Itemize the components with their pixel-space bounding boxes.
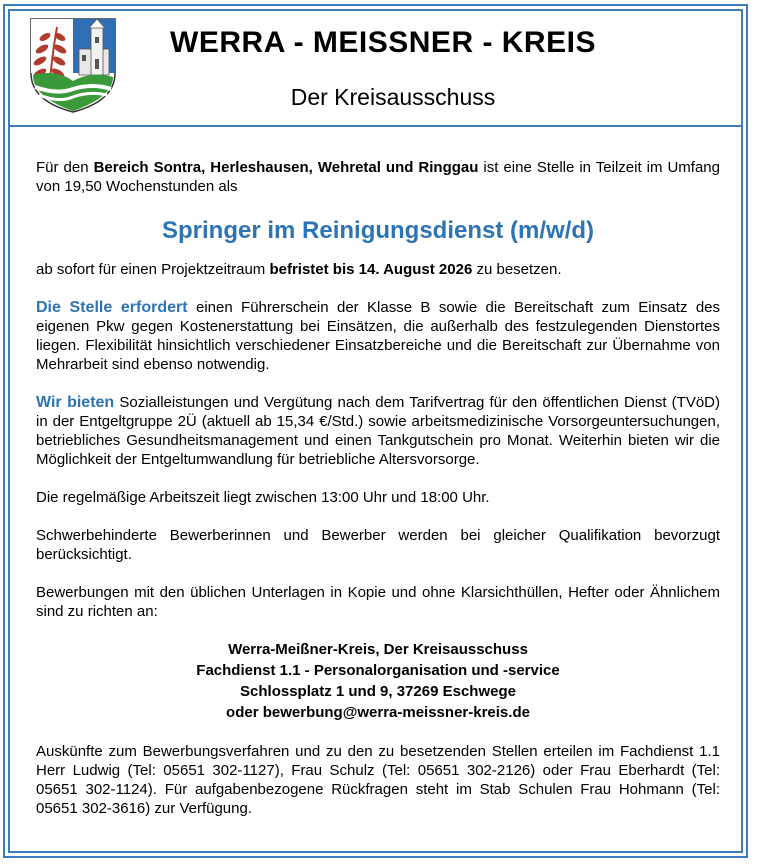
werra-meissner-crest-icon [27,15,119,115]
address-line-email: oder bewerbung@werra-meissner-kreis.de [226,704,530,721]
address-line-department: Fachdienst 1.1 - Personalorganisation und -service [196,662,560,679]
organization-title: WERRA - MEISSNER - KREIS [170,26,596,59]
requirements-paragraph: Die Stelle erfordert einen Führerschein der Klasse B sowie die Bereitschaft zum Einsatz des eigenen Pkw gegen Kostenerstattung bei Einsätzen, die außerhalb des festzulegenden Dienstortes liegen. Flexibilität hinsichtlich verschiedener Einsatzbereiche und die Bereitschaft zur Übernahme von Mehrarbeit sind ebenso notwendig. [36,299,721,373]
requirements-heading: Die Stelle erfordert [36,299,188,316]
application-address [36,639,720,723]
working-hours-paragraph: Die regelmäßige Arbeitszeit liegt zwischen 13:00 Uhr und 18:00 Uhr. [36,489,490,506]
address-line-organization: Werra-Meißner-Kreis, Der Kreisausschuss [228,641,528,658]
offer-paragraph: Wir bieten Sozialleistungen und Vergütung nach dem Tarifvertrag für den öffentlichen Dienst (TVöD) in der Entgeltgruppe 2Ü (aktuell ab 15,34 €/Std.) sowie arbeitsmedizinische Vorsorgeuntersuchungen, betriebliches Gesundheitsmanagement und einen Tankgutschein pro Monat. Weiterhin bieten wir die Möglichkeit der Entgeltumwandlung für betriebliche Altersvorsorge. [36,394,720,468]
address-line-street: Schlossplatz 1 und 9, 37269 Eschwege [240,683,516,700]
contact-paragraph: Auskünfte zum Bewerbungsverfahren und zu den zu besetzenden Stellen erteilen im Fachdienst 1.1 Herr Ludwig (Tel: 05651 302-1127), Frau Schulz (Tel: 05651 302-2126) oder Frau Eberhardt (Tel: 05651 302-1124). Für aufgabenbezogene Rückfragen steht im Stab Schulen Frau Hohmann (Tel: 05651 302-3616) zur Verfügung. [36,743,720,817]
intro-area: Bereich Sontra, Herleshausen, Wehretal und Ringgau [93,159,479,176]
job-posting-body [36,158,720,818]
period-deadline: befristet bis 14. August 2026 [269,261,473,278]
organization-subtitle: Der Kreisausschuss [290,84,496,110]
period-paragraph: ab sofort für einen Projektzeitraum befristet bis 14. August 2026 zu besetzen. [36,261,562,278]
intro-paragraph: Für den Bereich Sontra, Herleshausen, Wehretal und Ringgau ist eine Stelle in Teilzeit im Umfang von 19,50 Wochenstunden als [36,159,720,195]
offer-heading: Wir bieten [36,394,115,411]
header [8,9,743,127]
application-intro-paragraph: Bewerbungen mit den üblichen Unterlagen in Kopie und ohne Klarsichthüllen, Hefter oder Ähnlichem sind zu richten an: [36,584,720,620]
disability-paragraph: Schwerbehinderte Bewerberinnen und Bewerber werden bei gleicher Qualifikation bevorzugt berücksichtigt. [36,527,720,563]
job-title: Springer im Reinigungsdienst (m/w/d) [161,217,595,244]
